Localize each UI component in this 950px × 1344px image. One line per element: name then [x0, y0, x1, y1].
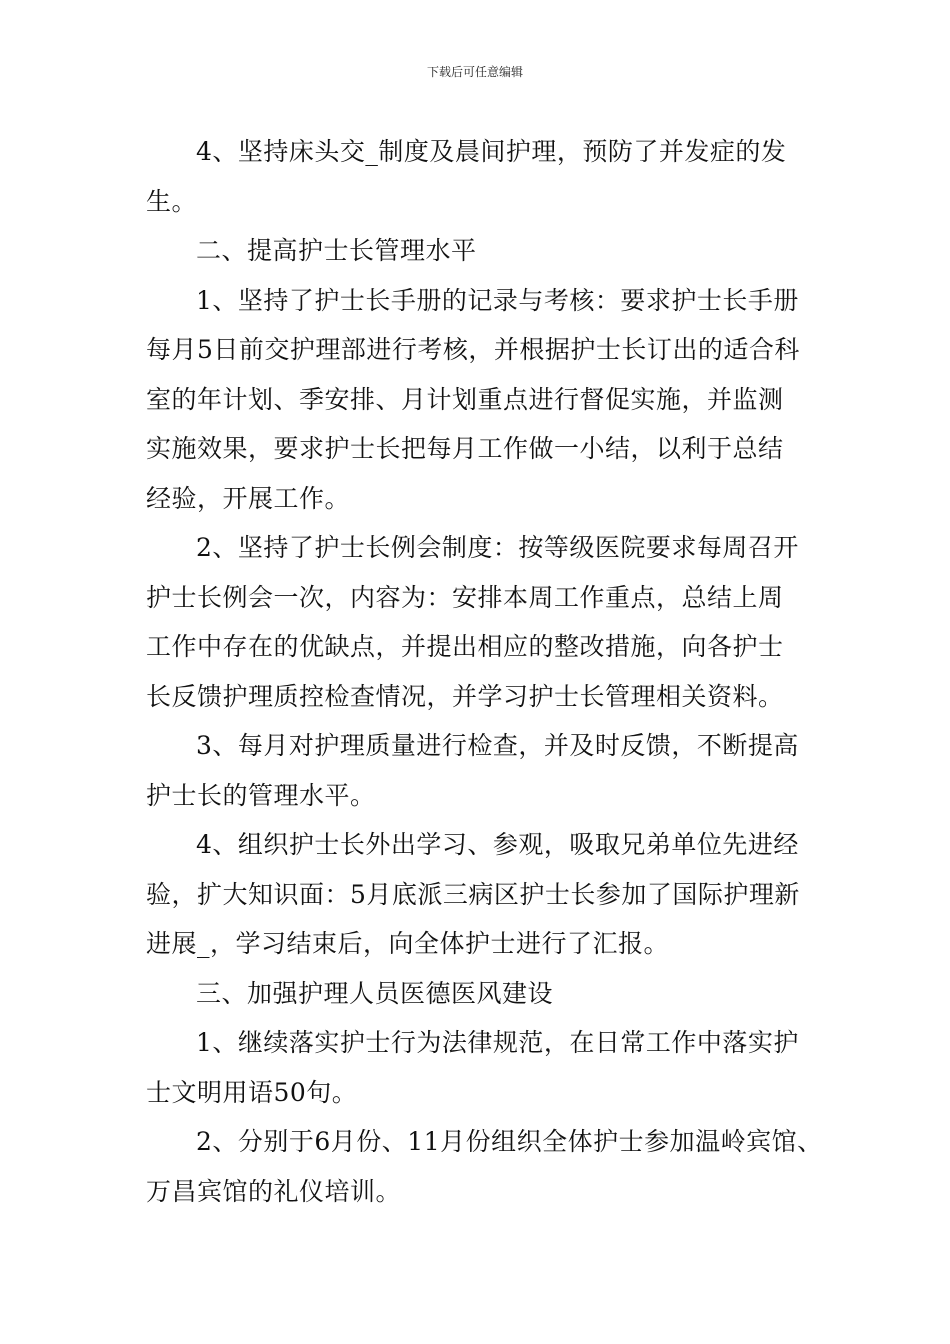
paragraph-line: 实施效果，要求护士长把每月工作做一小结，以利于总结: [146, 434, 784, 463]
paragraph-line: 护士长例会一次，内容为：安排本周工作重点，总结上周: [146, 582, 784, 612]
paragraph-line: 室的年计划、季安排、月计划重点进行督促实施，并监测: [146, 384, 784, 414]
paragraph-line: 验，扩大知识面：5月底派三病区护士长参加了国际护理新: [146, 879, 800, 909]
paragraph-line: 2、分别于6月份、11月份组织全体护士参加温岭宾馆、: [196, 1127, 823, 1156]
section-heading: 三、加强护理人员医德医风建设: [196, 978, 554, 1008]
paragraph-line: 生。: [146, 186, 198, 216]
paragraph-line: 万昌宾馆的礼仪培训。: [146, 1176, 402, 1206]
section-heading-7: [146, 969, 808, 1019]
section-heading-2: [146, 226, 808, 276]
paragraph-4: [146, 523, 808, 721]
paragraph-line: 3、每月对护理质量进行检查，并及时反馈，不断提高: [196, 731, 799, 760]
paragraph-line: 每月5日前交护理部进行考核，并根据护士长订出的适合科: [146, 335, 800, 364]
paragraph-line: 士文明用语50句。: [146, 1077, 358, 1107]
paragraph-line: 经验，开展工作。: [146, 483, 351, 513]
paragraph-line: 工作中存在的优缺点，并提出相应的整改措施，向各护士: [146, 632, 784, 661]
paragraph-line: 1、坚持了护士长手册的记录与考核：要求护士长手册: [196, 285, 799, 315]
paragraph-1: [146, 127, 808, 226]
paragraph-3: [146, 276, 808, 524]
paragraph-line: 进展_，学习结束后，向全体护士进行了汇报。: [146, 929, 670, 958]
paragraph-line: 4、坚持床头交_制度及晨间护理，预防了并发症的发: [196, 137, 787, 166]
page-header: 下载后可任意编辑: [426, 65, 523, 79]
paragraph-8: [146, 1018, 808, 1117]
paragraph-line: 1、继续落实护士行为法律规范，在日常工作中落实护: [196, 1028, 799, 1057]
paragraph-line: 2、坚持了护士长例会制度：按等级医院要求每周召开: [196, 533, 799, 562]
paragraph-6: [146, 820, 808, 969]
paragraph-9: [146, 1117, 823, 1216]
section-heading: 二、提高护士长管理水平: [196, 236, 477, 265]
paragraph-line: 护士长的管理水平。: [146, 780, 376, 810]
paragraph-5: [146, 721, 808, 820]
paragraph-line: 4、组织护士长外出学习、参观，吸取兄弟单位先进经: [196, 830, 799, 859]
document-body: [146, 127, 823, 1216]
paragraph-line: 长反馈护理质控检查情况，并学习护士长管理相关资料。: [146, 681, 784, 711]
